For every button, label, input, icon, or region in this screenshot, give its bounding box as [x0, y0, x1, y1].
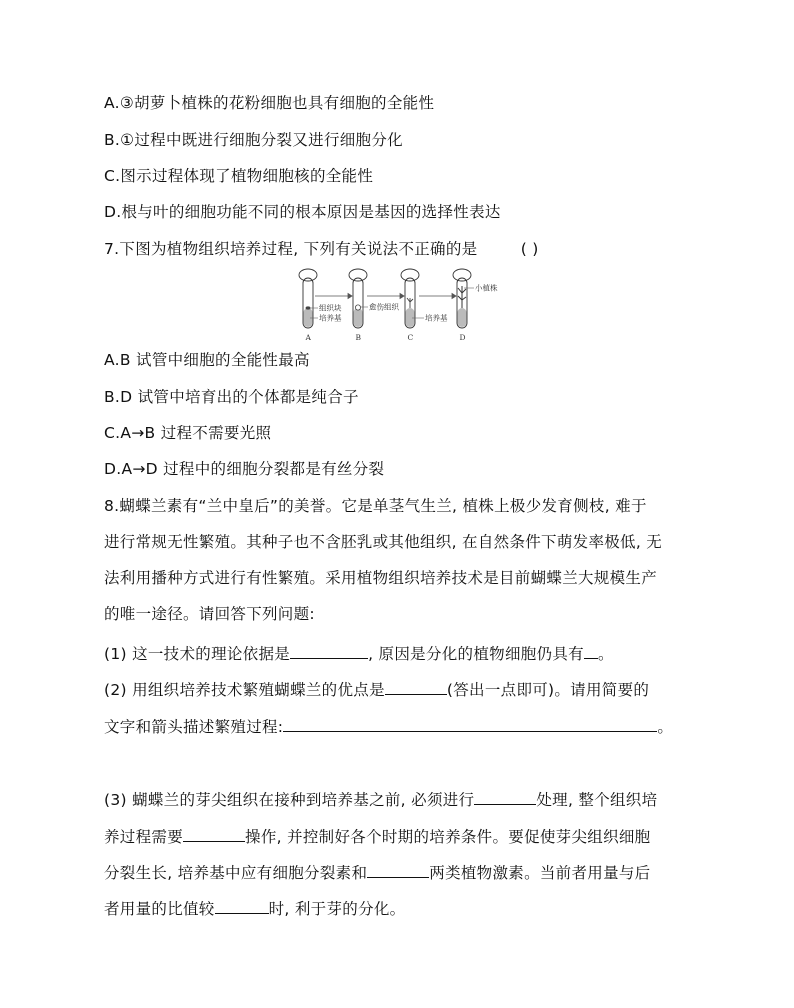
q8-sub3-text: 分裂生长, 培养基中应有细胞分裂素和	[104, 864, 368, 882]
answer-blank[interactable]	[215, 898, 269, 914]
test-tube-b	[349, 269, 367, 328]
q8-paragraph-line: 的唯一途径。请回答下列问题:	[104, 605, 315, 623]
q8-paragraph-line: 进行常规无性繁殖。其种子也不含胚乳或其他组织, 在自然条件下萌发率极低, 无	[104, 533, 663, 551]
label-tube-a: A	[305, 333, 311, 342]
q8-sub3-text: (3) 蝴蝶兰的芽尖组织在接种到培养基之前, 必须进行	[104, 791, 475, 809]
q6-option-a: A.③胡萝卜植株的花粉细胞也具有细胞的全能性	[104, 94, 435, 112]
label-plantlet: 小植株	[475, 283, 498, 293]
q8-sub3-line4	[104, 898, 405, 920]
q8-sub1-text-a: (1) 这一技术的理论依据是	[104, 645, 291, 663]
q8-sub3-line2	[104, 826, 650, 848]
answer-blank[interactable]	[385, 679, 447, 695]
answer-blank[interactable]	[183, 826, 245, 842]
q8-sub2-text-c: 文字和箭头描述繁殖过程:	[104, 718, 284, 736]
q6-option-b: B.①过程中既进行细胞分裂又进行细胞分化	[104, 131, 403, 149]
q8-sub1-text-c: 。	[597, 645, 614, 663]
q8-paragraph-line: 8.蝴蝶兰素有“兰中皇后”的美誉。它是单茎气生兰, 植株上极少发育侧枝, 难于	[104, 497, 647, 515]
label-medium-left: 培养基	[319, 313, 342, 323]
q7-option-d: D.A→D 过程中的细胞分裂都是有丝分裂	[104, 460, 385, 478]
q8-sub3-line1	[104, 789, 657, 811]
label-tube-b: B	[355, 333, 362, 342]
q8-sub3-line3	[104, 862, 650, 884]
q7-option-c: C.A→B 过程不需要光照	[104, 424, 272, 442]
q8-sub2-line2	[104, 716, 673, 738]
answer-blank[interactable]	[474, 789, 536, 805]
q8-sub3-text: 养过程需要	[104, 828, 184, 846]
q8-sub3-text: 两类植物激素。当前者用量与后	[429, 864, 651, 882]
label-callus: 愈伤组织	[369, 302, 399, 312]
q8-paragraph-line: 法利用播种方式进行有性繁殖。采用植物组织培养技术是目前蝴蝶兰大规模生产	[104, 569, 658, 587]
answer-bracket: ( )	[520, 240, 539, 258]
q7-option-a: A.B 试管中细胞的全能性最高	[104, 351, 310, 369]
q8-sub1	[104, 643, 614, 665]
q8-sub1-text-b: , 原因是分化的植物细胞仍具有	[368, 645, 584, 663]
answer-blank[interactable]	[367, 862, 429, 878]
tissue-culture-figure	[292, 268, 506, 344]
test-tube-a	[299, 269, 317, 328]
q8-sub2-text-b: (答出一点即可)。请用简要的	[446, 681, 650, 699]
q8-sub2	[104, 679, 649, 701]
answer-blank[interactable]	[283, 716, 657, 732]
label-tube-c: C	[407, 333, 414, 342]
q6-option-c: C.图示过程体现了植物细胞核的全能性	[104, 167, 374, 185]
q8-sub2-text-d: 。	[657, 718, 674, 736]
test-tube-d	[453, 269, 471, 328]
answer-blank[interactable]	[290, 643, 368, 659]
q7-stem	[104, 238, 539, 260]
test-tube-c	[401, 269, 419, 328]
q8-sub3-text: 时, 利于芽的分化。	[268, 900, 406, 918]
process-arrows	[315, 294, 456, 299]
q8-sub2-text-a: (2) 用组织培养技术繁殖蝴蝶兰的优点是	[104, 681, 385, 699]
label-tube-d: D	[459, 333, 466, 342]
q6-option-d: D.根与叶的细胞功能不同的根本原因是基因的选择性表达	[104, 203, 501, 221]
q8-sub3-text: 者用量的比值较	[104, 900, 215, 918]
q7-option-b: B.D 试管中培育出的个体都是纯合子	[104, 388, 359, 406]
q7-stem-text: 7.下图为植物组织培养过程, 下列有关说法不正确的是	[104, 240, 478, 258]
answer-blank[interactable]	[584, 643, 598, 659]
label-medium-right: 培养基	[425, 313, 448, 323]
q8-sub3-text: 处理, 整个组织培	[536, 791, 658, 809]
q8-sub3-text: 操作, 并控制好各个时期的培养条件。要促使芽尖组织细胞	[245, 828, 651, 846]
label-tissue-block: 组织块	[319, 303, 342, 313]
